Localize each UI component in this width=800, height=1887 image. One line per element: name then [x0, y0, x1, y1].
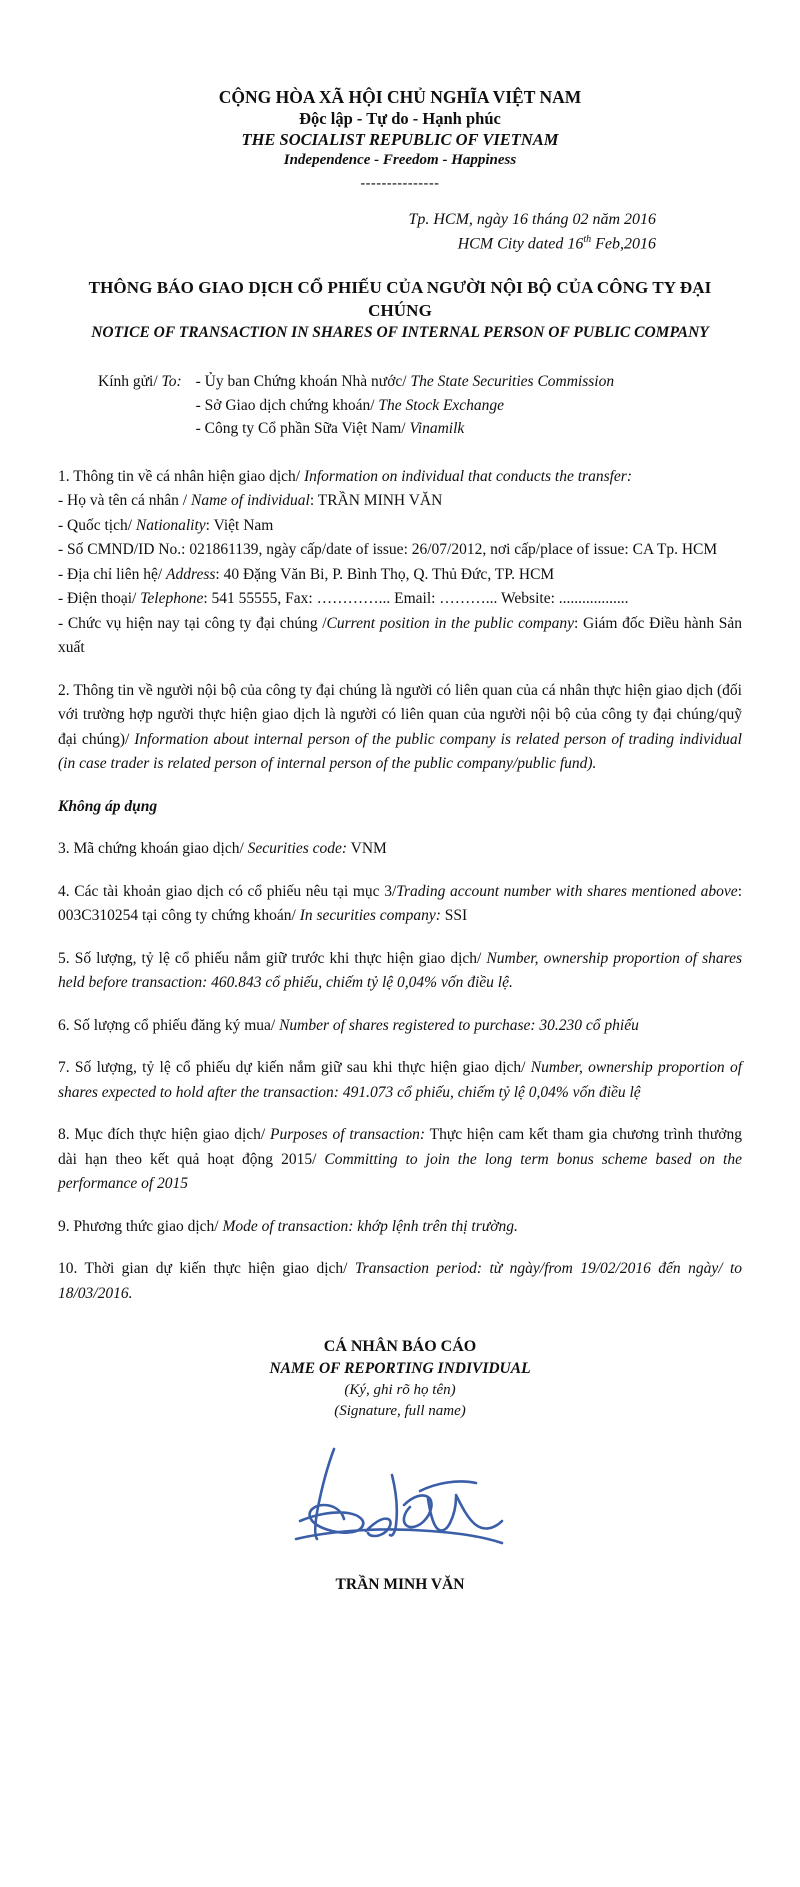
field-id-date-label: , ngày cấp/date of issue:: [258, 541, 412, 559]
recipient-item: [196, 417, 615, 441]
section-6: [58, 1014, 742, 1039]
field-name-label-en: Name of individual: [191, 492, 310, 510]
document-body: [58, 465, 742, 1307]
field-id-place-value: CA Tp. HCM: [632, 541, 718, 559]
recipient-item: [196, 370, 615, 394]
recipient-en: The Stock Exchange: [378, 396, 505, 414]
section-7-text-en: Number, ownership proportion of shares expected to hold after the transaction: 491.073 cổ phiếu, chiếm tỷ lệ 0,04% vốn điều lệ: [58, 1059, 742, 1101]
section-10: [58, 1257, 742, 1306]
field-id-place-label: , nơi cấp/place of issue:: [482, 541, 633, 559]
section-1-heading-en: Information on individual that conducts the transfer:: [303, 467, 632, 485]
section-3-label-vn: 3. Mã chứng khoán giao dịch/: [58, 840, 248, 858]
field-name: [58, 489, 742, 514]
section-2-text-vn: 2. Thông tin về người nội bộ của công ty đại chúng là người có liên quan của cá nhân thực hiện giao dịch (đối với trường hợp người thực hiện giao dịch là người có liên quan của người nội bộ của công ty đại chúng/quỹ đại chúng)/: [58, 681, 742, 748]
section-5-text-en: Number, ownership proportion of shares held before transaction: 460.843 cổ phiếu, chiếm tỷ lệ 0,04% vốn điều lệ.: [58, 949, 742, 992]
recipient-vn: - Sở Giao dịch chứng khoán/: [195, 396, 375, 414]
recipients-row: [98, 370, 742, 441]
field-nationality-label-en: Nationality: [135, 516, 206, 534]
field-address-label-vn: - Địa chỉ liên hệ/: [58, 565, 163, 583]
field-address: [58, 563, 742, 588]
section-10-text-en: Transaction period: từ ngày/from 19/02/2016 đến ngày/ to 18/03/2016.: [58, 1260, 742, 1302]
date-block: [58, 210, 742, 254]
section-4-text-en: Trading account number with shares mentioned above: [396, 882, 738, 900]
recipients-label: [98, 370, 182, 441]
recipient-en: Vinamilk: [409, 420, 465, 438]
signature-note-vn: (Ký, ghi rõ họ tên): [344, 1382, 456, 1399]
section-4-text-en-2: In securities company:: [299, 907, 441, 925]
section-9-text-en: Mode of transaction: khớp lệnh trên thị trường.: [222, 1217, 518, 1235]
section-7: [58, 1056, 742, 1105]
date-en-prefix: HCM City dated 16: [457, 235, 584, 253]
section-8-text-vn: 8. Mục đích thực hiện giao dịch/: [58, 1126, 270, 1144]
recipient-vn: - Ủy ban Chứng khoán Nhà nước/: [195, 373, 407, 391]
section-6-text-en: Number of shares registered to purchase: 30.230 cổ phiếu: [279, 1016, 639, 1034]
section-2-text-en: Information about internal person of the public company is related person of trading individual (in case trader is related person of internal person of the public company/public fund).: [58, 730, 742, 773]
section-5-text-vn: 5. Số lượng, tỷ lệ cổ phiếu nắm giữ trước khi thực hiện giao dịch/: [58, 949, 487, 967]
section-1-heading: [58, 465, 742, 490]
section-2-answer: Không áp dụng: [58, 797, 158, 815]
section-4-value-2: SSI: [440, 907, 468, 925]
recipients-label-en: To:: [161, 373, 182, 391]
field-telephone-label-en: Telephone: [140, 590, 204, 608]
section-9: [58, 1215, 742, 1240]
section-9-text-vn: 9. Phương thức giao dịch/: [58, 1217, 223, 1235]
handwritten-signature: [58, 1430, 742, 1580]
national-motto-en: Independence - Freedom - Happiness: [283, 152, 517, 168]
document-title-en: NOTICE OF TRANSACTION IN SHARES OF INTERNAL PERSON OF PUBLIC COMPANY: [91, 324, 709, 342]
recipients-label-vn: Kính gửi/: [98, 373, 158, 391]
field-id-number: [58, 538, 742, 563]
field-id-label: - Số CMND/ID No.:: [58, 541, 190, 559]
national-header-line-en: THE SOCIALIST REPUBLIC OF VIETNAM: [241, 130, 559, 149]
field-nationality-label-vn: - Quốc tịch/: [58, 516, 133, 534]
section-4-text-vn: 4. Các tài khoản giao dịch có cổ phiếu nêu tại mục 3/: [58, 882, 397, 900]
national-header-line-vn: CỘNG HÒA XÃ HỘI CHỦ NGHĨA VIỆT NAM: [218, 87, 582, 107]
section-4: [58, 880, 742, 929]
date-en-suffix: Feb,2016: [591, 235, 656, 253]
section-10-text-vn: 10. Thời gian dự kiến thực hiện giao dịch/: [58, 1260, 355, 1278]
field-address-label-en: Address: [166, 565, 216, 583]
national-header: [58, 86, 742, 193]
section-7-text-vn: 7. Số lượng, tỷ lệ cổ phiếu dự kiến nắm giữ sau khi thực hiện giao dịch/: [58, 1059, 531, 1077]
field-position-value: : Giám đốc Điều hành Sản xuất: [58, 614, 742, 657]
recipients-block: [58, 370, 742, 441]
section-8-text-en-2: Committing to join the long term bonus scheme based on the performance of 2015: [58, 1150, 742, 1193]
document-title: [58, 276, 742, 344]
field-nationality-value: : Việt Nam: [205, 516, 274, 534]
section-3-value: VNM: [347, 840, 387, 858]
section-1-heading-vn: 1. Thông tin về cá nhân hiện giao dịch/: [58, 467, 301, 485]
section-8-text-en-1: Purposes of transaction:: [269, 1126, 426, 1144]
signatory-name: TRẦN MINH VĂN: [335, 1576, 465, 1594]
date-vn: Tp. HCM, ngày 16 tháng 02 năm 2016: [408, 211, 656, 228]
section-3: [58, 837, 742, 862]
national-motto-vn: Độc lập - Tự do - Hạnh phúc: [299, 109, 501, 128]
section-5: [58, 947, 742, 996]
recipients-list: [196, 370, 615, 441]
field-telephone: [58, 587, 742, 612]
date-en-ordinal: th: [583, 234, 592, 245]
field-name-value: : TRẦN MINH VĂN: [309, 492, 443, 510]
section-8-value: Thực hiện cam kết tham gia chương trình thưởng dài hạn theo kết quả hoạt động 2015/: [58, 1126, 742, 1168]
signature-title-en: NAME OF REPORTING INDIVIDUAL: [269, 1360, 531, 1378]
date-en: [58, 230, 656, 254]
field-position: [58, 612, 742, 661]
field-position-label-vn: - Chức vụ hiện nay tại công ty đại chúng /: [58, 614, 327, 632]
section-3-label-en: Securities code:: [247, 840, 348, 858]
recipient-item: [196, 394, 615, 418]
recipient-vn: - Công ty Cổ phần Sữa Việt Nam/: [195, 420, 406, 438]
signature-note-en: (Signature, full name): [334, 1403, 466, 1420]
field-name-label-vn: - Họ và tên cá nhân /: [58, 492, 188, 510]
document-title-vn: THÔNG BÁO GIAO DỊCH CỔ PHIẾU CỦA NGƯỜI NỘI BỘ CỦA CÔNG TY ĐẠI CHÚNG: [88, 278, 712, 321]
section-8: [58, 1123, 742, 1197]
section-4-value-1: : 003C310254 tại công ty chứng khoán/: [58, 882, 742, 925]
field-address-value: : 40 Đặng Văn Bi, P. Bình Thọ, Q. Thủ Đức, TP. HCM: [215, 565, 555, 583]
field-telephone-label-vn: - Điện thoại/: [58, 590, 137, 608]
field-position-label-en: Current position in the public company: [326, 614, 575, 632]
signature-block: [58, 1336, 742, 1596]
field-id-value: 021861139: [189, 541, 259, 559]
header-divider: ---------------: [360, 176, 440, 191]
signature-title-vn: CÁ NHÂN BÁO CÁO: [323, 1338, 477, 1356]
recipient-en: The State Securities Commission: [410, 373, 615, 391]
section-2: [58, 679, 742, 777]
field-telephone-value: : 541 55555, Fax: …………... Email: ………... Website: ..................: [203, 590, 629, 608]
field-nationality: [58, 514, 742, 539]
field-id-date-value: 26/07/2012: [411, 541, 483, 559]
section-6-text-vn: 6. Số lượng cổ phiếu đăng ký mua/: [58, 1016, 280, 1034]
